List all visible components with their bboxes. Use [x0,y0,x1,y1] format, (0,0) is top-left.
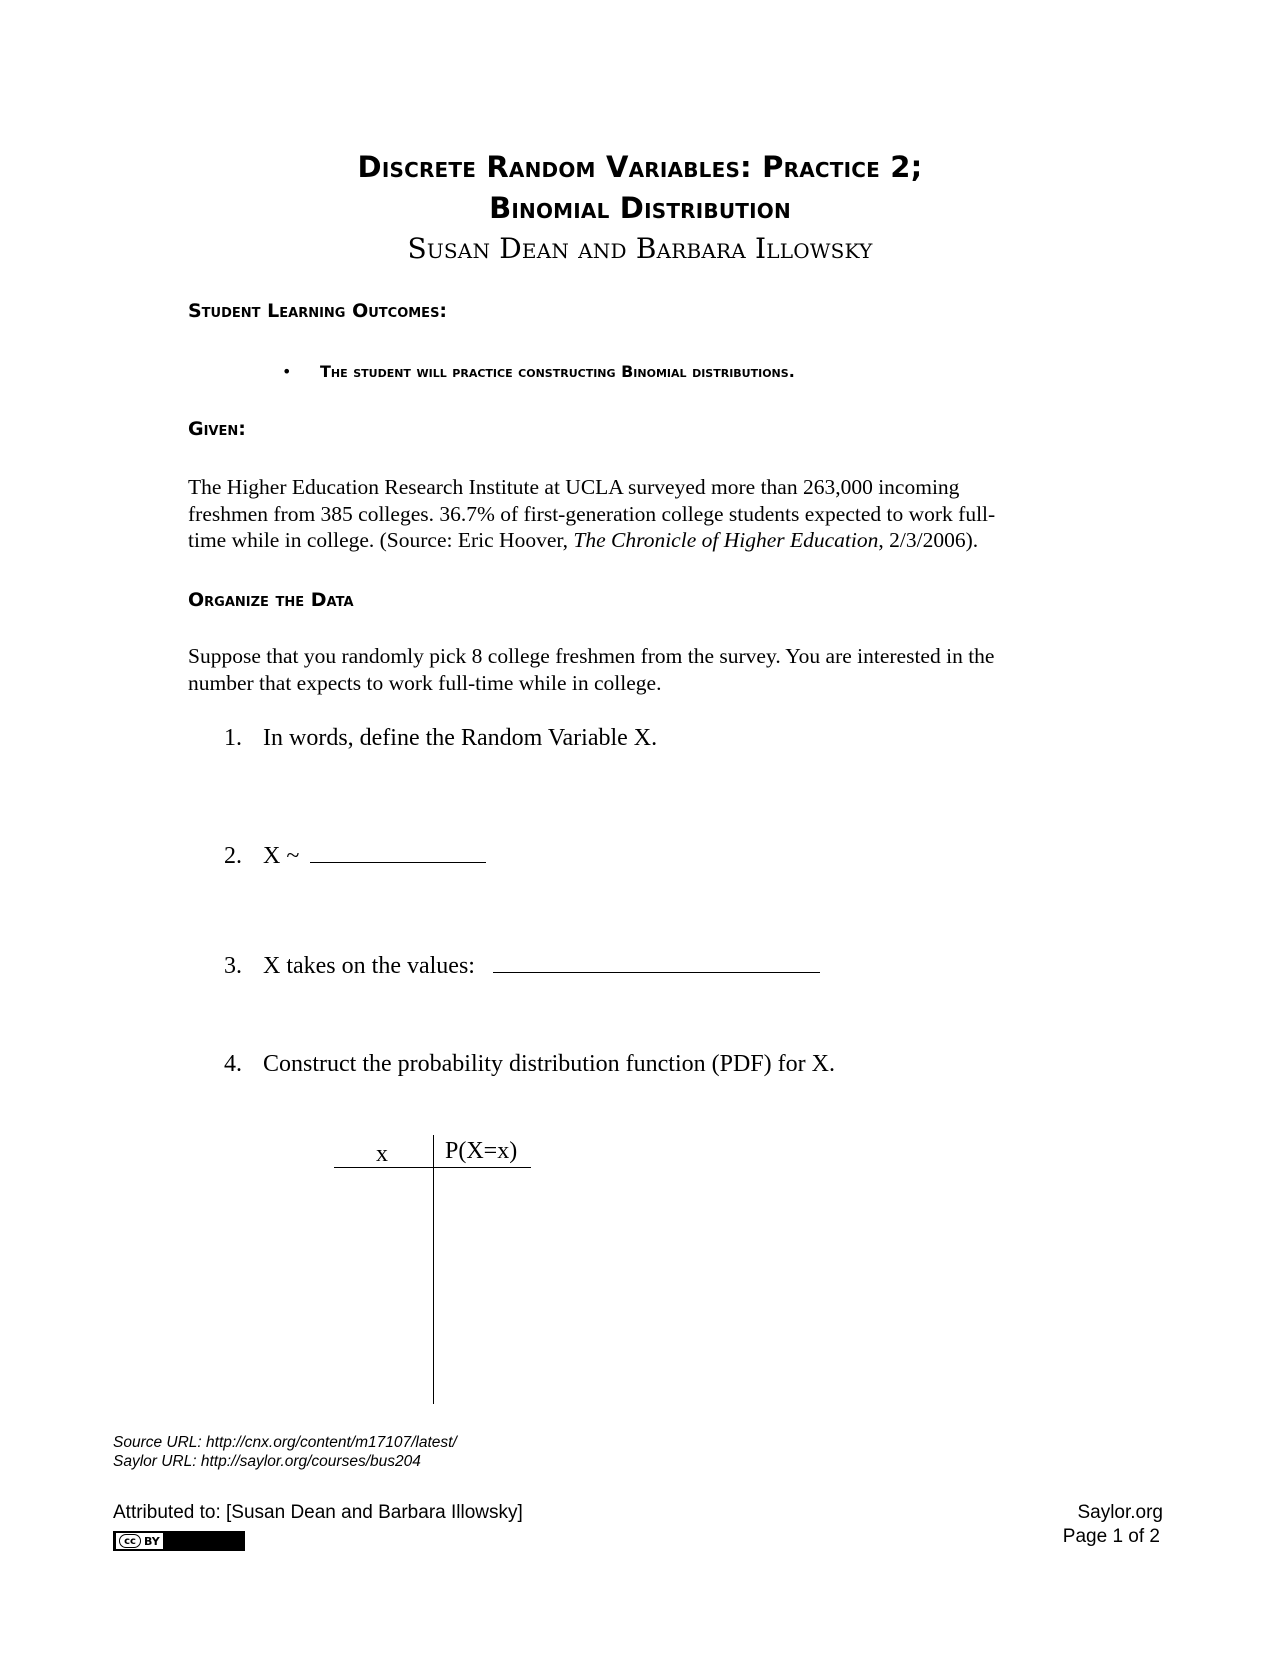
question-number: 1. [224,725,242,751]
given-text: , 2/3/2006). [878,528,979,552]
question-text: X ~ [263,843,300,869]
given-text: time while in college. (Source: Eric Hoover, [188,528,574,552]
source-url: Source URL: http://cnx.org/content/m17107/latest/ [113,1434,457,1451]
organize-line: Suppose that you randomly pick 8 college freshmen from the survey. You are interested in the [188,644,995,668]
cc-license-mark [116,1533,163,1549]
question-text: X takes on the values: [263,953,475,979]
given-heading: Given: [188,418,246,440]
question-text: In words, define the Random Variable X. [263,725,658,751]
outcome-list-item [282,362,795,381]
question-number: 4. [224,1051,242,1077]
question-text: Construct the probability distribution function (PDF) for X. [263,1051,835,1077]
table-header-x: x [376,1141,388,1167]
given-line: freshmen from 385 colleges. 36.7% of first-generation college students expected to work full- [188,501,996,526]
outcome-text: The student will practice constructing Binomial distributions. [320,362,795,381]
question-3 [224,950,820,980]
site-name: Saylor.org [1077,1502,1163,1523]
page-title-line2: Binomial Distribution [489,191,791,225]
table-column-divider [433,1135,434,1404]
organize-line: number that expects to work full-time while in college. [188,670,662,695]
question-number: 2. [224,843,242,869]
question-4 [224,1051,835,1078]
question-2 [224,840,486,870]
organize-heading: Organize the Data [188,589,354,611]
given-line [188,527,1068,554]
bullet-icon: • [282,362,292,381]
answer-blank[interactable] [310,840,486,863]
cc-icon: cc [119,1534,141,1548]
question-1 [224,725,657,752]
cc-by-license-badge [113,1531,245,1551]
saylor-url: Saylor URL: http://saylor.org/courses/bus204 [113,1453,421,1470]
table-header-p: P(X=x) [445,1138,518,1164]
by-label: BY [144,1534,160,1548]
given-line: The Higher Education Research Institute at UCLA surveyed more than 263,000 incoming [188,475,960,499]
outcomes-heading: Student Learning Outcomes: [188,300,448,322]
attribution: Attributed to: [Susan Dean and Barbara Illowsky] [113,1502,523,1523]
authors: Susan Dean and Barbara Illowsky [407,232,873,265]
page-number: Page 1 of 2 [1062,1526,1160,1547]
given-paragraph [188,474,1068,554]
answer-blank[interactable] [493,950,820,973]
publication-title: The Chronicle of Higher Education [573,528,879,552]
page-title-line1: Discrete Random Variables: Practice 2; [357,150,923,184]
question-number: 3. [224,953,242,979]
organize-paragraph [188,643,1068,696]
